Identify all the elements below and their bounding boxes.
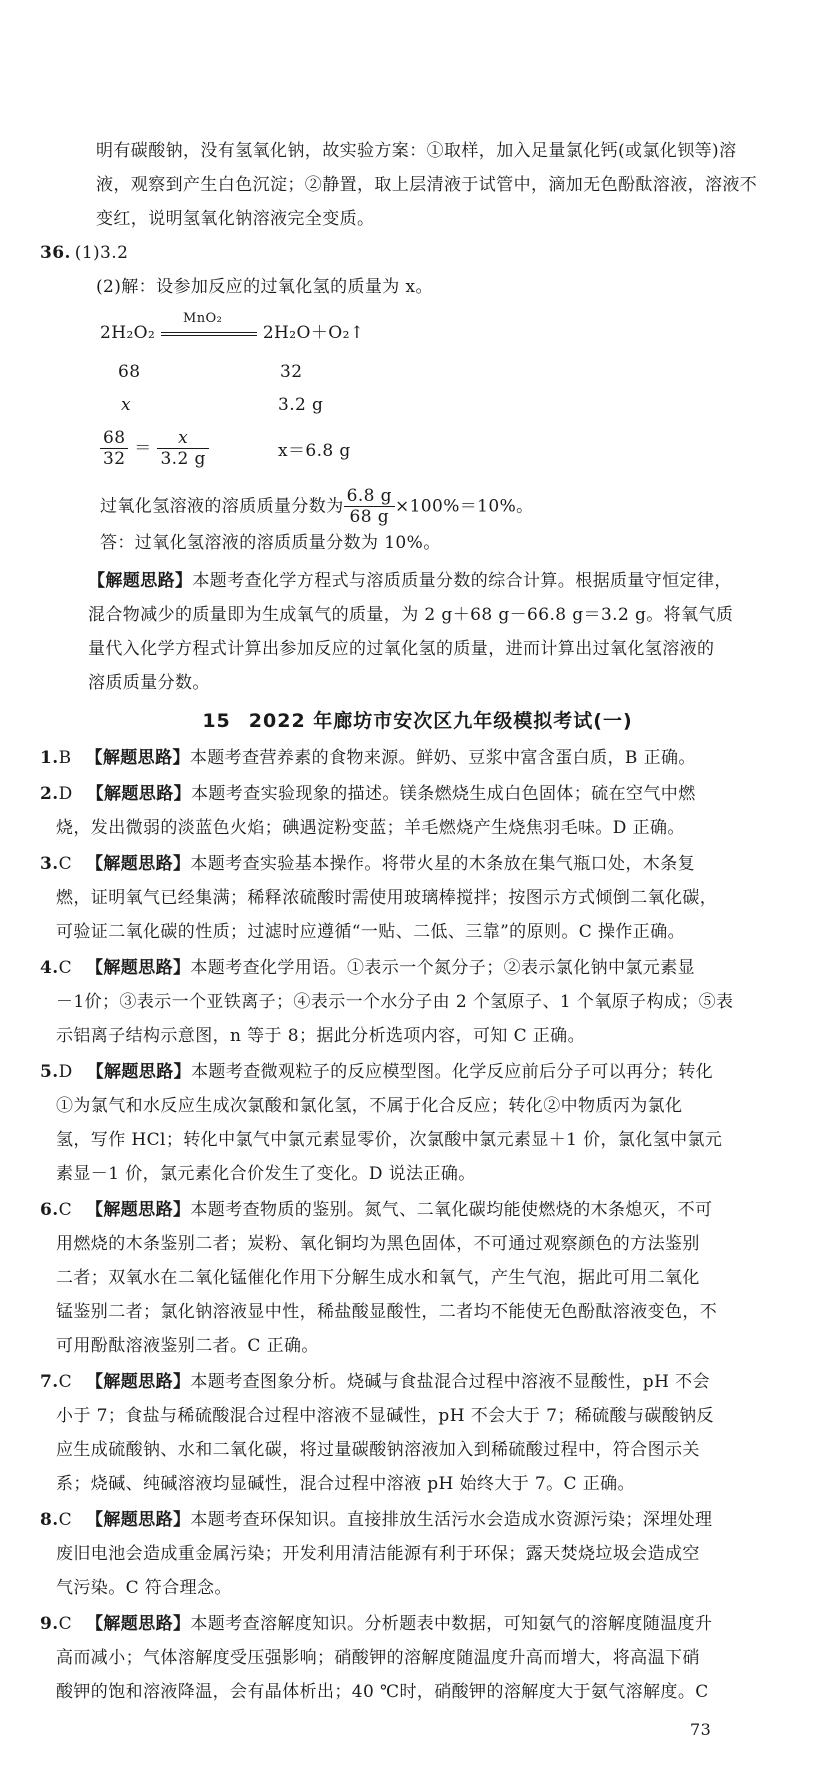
solution-idea-label: 【解题思路】 (85, 748, 190, 768)
paragraph-line: 明有碳酸钠，没有氢氧化钠，故实验方案：①取样，加入足量氯化钙(或氯化钡等)溶 (96, 141, 737, 161)
ratio-den-1: 32 (103, 449, 126, 469)
molar-mass-1: 68 (118, 362, 141, 382)
item-text-line: 锰鉴别二者；氯化钠溶液显中性，稀盐酸显酸性，二者均不能使无色酚酞溶液变色，不 (56, 1302, 718, 1322)
solution-idea-label: 【解题思路】 (85, 1510, 191, 1530)
mass-fraction-result: ×100%＝10%。 (394, 496, 534, 517)
mass-fraction-text: 过氧化氢溶液的溶质质量分数为 (100, 496, 344, 517)
answer-item (40, 747, 696, 769)
item-text-line: 用燃烧的木条鉴别二者；炭粉、氧化铜均为黑色固体，不可通过观察颜色的方法鉴别 (56, 1234, 700, 1254)
solution-idea-label: 【解题思路】 (86, 784, 191, 804)
solution-idea-label: 【解题思路】 (85, 1372, 191, 1392)
solution-idea-label: 【解题思路】 (88, 571, 193, 591)
molar-mass-2: 32 (280, 362, 303, 382)
answer-line: 答：过氧化氢溶液的溶质质量分数为 10%。 (100, 533, 441, 553)
solution-idea (88, 570, 732, 592)
unknown-x: x (121, 395, 131, 415)
item-text-line: 应生成硫酸钠、水和二氧化碳，将过量碳酸钠溶液加入到稀硫酸过程中，符合图示关 (56, 1440, 700, 1460)
item-text-line: 小于 7；食盐与稀硫酸混合过程中溶液不显碱性，pH 不会大于 7；稀硫酸与碳酸钠反 (56, 1406, 714, 1426)
known-mass: 3.2 g (278, 395, 324, 415)
solution-idea-line: 溶质质量分数。 (88, 673, 210, 693)
ratio-num-1: 68 (100, 428, 128, 449)
question-number (40, 242, 128, 264)
item-number: 6. (40, 1200, 59, 1220)
equation (100, 310, 365, 344)
answer-item (40, 783, 696, 805)
q36-part1: (1)3.2 (74, 243, 129, 263)
item-number: 7. (40, 1372, 59, 1392)
item-text-line: 酸钾的饱和溶液降温，会有晶体析出；40 ℃时，硝酸钾的溶解度大于氨气溶解度。C (56, 1682, 709, 1702)
ratio-fraction-2 (157, 428, 208, 469)
item-text: 本题考查营养素的食物来源。鲜奶、豆浆中富含蛋白质，B 正确。 (189, 748, 696, 768)
section-title-text: 2022 年廊坊市安次区九年级模拟考试(一) (248, 710, 633, 732)
result-x: x＝6.8 g (278, 441, 351, 461)
item-answer: C (58, 1614, 72, 1634)
item-text: 本题考查溶解度知识。分析题表中数据，可知氨气的溶解度随温度升 (190, 1614, 713, 1634)
item-number: 4. (40, 958, 59, 978)
ratio-equation (100, 428, 209, 469)
item-text-line: 烧，发出微弱的淡蓝色火焰；碘遇淀粉变蓝；羊毛燃烧产生烧焦羽毛味。D 正确。 (56, 818, 685, 838)
item-text: 本题考查化学用语。①表示一个氮分子；②表示氯化钠中氯元素显 (190, 958, 695, 978)
answer-item (40, 1371, 710, 1393)
answer-item (40, 853, 695, 875)
item-text-line: 可用酚酞溶液鉴别二者。C 正确。 (56, 1336, 319, 1356)
paragraph-line: 变红，说明氢氧化钠溶液完全变质。 (96, 209, 375, 229)
q36-number: 36. (40, 243, 71, 263)
mass-fraction-line (100, 486, 534, 527)
section-number: 15 (202, 710, 231, 732)
solution-idea-line: 量代入化学方程式计算出参加反应的过氧化氢的质量，进而计算出过氧化氢溶液的 (88, 639, 715, 659)
item-text: 本题考查微观粒子的反应模型图。化学反应前后分子可以再分；转化 (191, 1062, 713, 1082)
solution-idea-line: 混合物减少的质量即为生成氧气的质量，为 2 g＋68 g－66.8 g＝3.2 g。将氧气质 (88, 605, 734, 625)
ratio-num-2: x (157, 428, 208, 449)
item-text-line: 素显－1 价，氯元素化合价发生了变化。D 说法正确。 (56, 1164, 476, 1184)
answer-item (40, 1509, 712, 1531)
answer-item (40, 1199, 712, 1221)
solution-idea-label: 【解题思路】 (86, 1062, 191, 1082)
item-answer: C (58, 1200, 72, 1220)
item-answer: C (58, 958, 72, 978)
item-answer: C (58, 1372, 72, 1392)
equation-right: 2H₂O＋O₂↑ (262, 323, 365, 343)
item-text-line: 系；烧碱、纯碱溶液均显碱性，混合过程中溶液 pH 始终大于 7。C 正确。 (56, 1474, 635, 1494)
reaction-arrow (161, 310, 257, 344)
item-text-line: 燃，证明氧气已经集满；稀释浓硫酸时需使用玻璃棒搅拌；按图示方式倾倒二氧化碳， (56, 888, 718, 908)
q36-part2: (2)解：设参加反应的过氧化氢的质量为 x。 (96, 277, 433, 297)
item-number: 8. (40, 1510, 59, 1530)
item-answer: D (58, 1062, 73, 1082)
item-number: 2. (40, 784, 59, 804)
item-answer: C (58, 1510, 72, 1530)
solution-idea-label: 【解题思路】 (85, 1614, 191, 1634)
item-answer: C (58, 854, 72, 874)
mass-fraction-den: 68 g (349, 507, 390, 527)
item-answer: D (58, 784, 73, 804)
answer-item (40, 957, 695, 979)
catalyst-label: MnO₂ (183, 310, 223, 326)
mass-fraction (344, 486, 395, 527)
item-number: 9. (40, 1614, 59, 1634)
item-text-line: 高而减小；气体溶解度受压强影响；硝酸钾的溶解度随温度升高而增大，将高温下硝 (56, 1648, 700, 1668)
solution-idea-label: 【解题思路】 (85, 1200, 191, 1220)
item-text-line: 废旧电池会造成重金属污染；开发利用清洁能源有利于环保；露天焚烧垃圾会造成空 (56, 1544, 700, 1564)
solution-idea-label: 【解题思路】 (85, 854, 191, 874)
item-text: 本题考查实验基本操作。将带火星的木条放在集气瓶口处，木条复 (190, 854, 695, 874)
item-number: 3. (40, 854, 59, 874)
item-text-line: 氢，写作 HCl；转化中氯气中氯元素显零价，次氯酸中氯元素显＋1 价，氯化氢中氯元 (56, 1130, 723, 1150)
item-text-line: 可验证二氧化碳的性质；过滤时应遵循“一贴、二低、三靠”的原则。C 操作正确。 (56, 922, 685, 942)
item-text-line: ①为氯气和水反应生成次氯酸和氯化氢，不属于化合反应；转化②中物质丙为氯化 (56, 1096, 683, 1116)
paragraph-line: 液，观察到产生白色沉淀；②静置，取上层清液于试管中，滴加无色酚酞溶液，溶液不 (96, 175, 758, 195)
item-answer: B (58, 748, 72, 768)
item-text-line: 示铝离子结构示意图，n 等于 8；据此分析选项内容，可知 C 正确。 (56, 1026, 585, 1046)
mass-fraction-num: 6.8 g (344, 486, 395, 507)
ratio-den-2: 3.2 g (160, 449, 206, 469)
item-text-line: 二者；双氧水在二氧化锰催化作用下分解生成水和氧气，产生气泡，据此可用二氧化 (56, 1268, 700, 1288)
answer-item (40, 1061, 713, 1083)
item-text: 本题考查实验现象的描述。镁条燃烧生成白色固体；硫在空气中燃 (191, 784, 696, 804)
ratio-equals: ＝ (134, 438, 152, 459)
page-number: 73 (690, 1720, 712, 1739)
answer-item (40, 1613, 712, 1635)
item-text-line: －1价；③表示一个亚铁离子；④表示一个水分子由 2 个氢原子、1 个氧原子构成；⑤表 (56, 992, 734, 1012)
item-text: 本题考查环保知识。直接排放生活污水会造成水资源污染；深埋处理 (190, 1510, 713, 1530)
item-text: 本题考查图象分析。烧碱与食盐混合过程中溶液不显酸性，pH 不会 (190, 1372, 710, 1392)
item-text-line: 气污染。C 符合理念。 (56, 1578, 232, 1598)
item-text: 本题考查物质的鉴别。氮气、二氧化碳均能使燃烧的木条熄灭，不可 (190, 1200, 713, 1220)
item-number: 5. (40, 1062, 59, 1082)
ratio-fraction-1 (100, 428, 128, 469)
solution-idea-label: 【解题思路】 (85, 958, 191, 978)
equation-left: 2H₂O₂ (100, 323, 156, 343)
section-title (0, 706, 835, 733)
solution-idea-text: 本题考查化学方程式与溶质质量分数的综合计算。根据质量守恒定律， (192, 571, 732, 591)
item-number: 1. (40, 748, 59, 768)
